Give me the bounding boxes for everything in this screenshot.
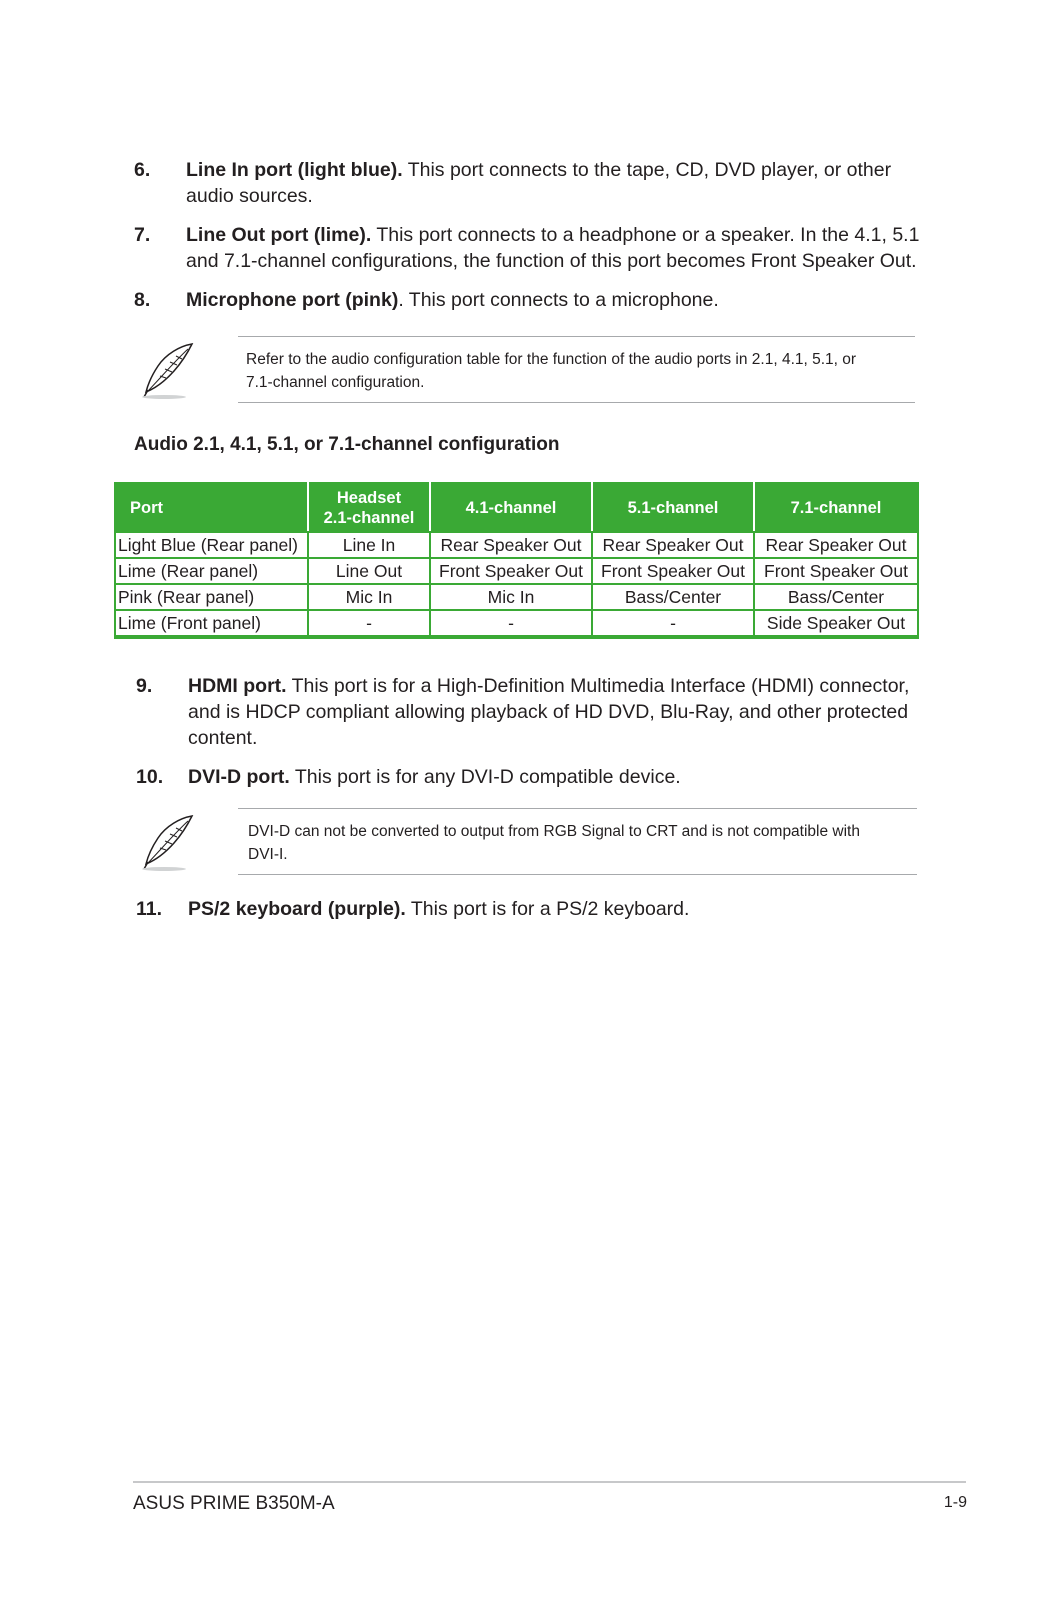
item-text: This port is for a High-Definition Multimedia Interface (HDMI) connector, — [286, 675, 910, 697]
note-line: 7.1-channel configuration. — [246, 374, 425, 391]
item-text: and is HDCP compliant allowing playback of HD DVD, Blu-Ray, and other protected — [188, 701, 909, 723]
table-cell: Line In — [308, 532, 430, 558]
audio-config-table — [114, 482, 919, 639]
note-line: DVI-I. — [248, 846, 288, 863]
table-cell: Rear Speaker Out — [592, 532, 754, 558]
note-box — [134, 336, 915, 404]
item-number: 6. — [134, 159, 151, 181]
list-item-10 — [136, 764, 936, 794]
table-cell: Front Speaker Out — [592, 558, 754, 584]
table-row — [115, 610, 918, 637]
table-cell: - — [430, 610, 592, 637]
table-cell: Rear Speaker Out — [430, 532, 592, 558]
table-cell: Front Speaker Out — [430, 558, 592, 584]
header-5-1-channel: 5.1-channel — [592, 483, 754, 532]
table-cell: Bass/Center — [592, 584, 754, 610]
footer-divider — [133, 1481, 966, 1483]
item-text: . This port connects to a microphone. — [398, 289, 719, 311]
note-box — [134, 808, 917, 876]
divider — [238, 402, 915, 403]
header-headset-line1: Headset — [336, 488, 402, 507]
table-cell: Front Speaker Out — [754, 558, 918, 584]
note-line: Refer to the audio configuration table for the function of the audio ports in 2.1, 4.1, 5.1, or — [246, 351, 857, 368]
item-title: Microphone port (pink) — [186, 289, 399, 311]
quill-note-icon — [136, 340, 200, 405]
item-text: This port connects to the tape, CD, DVD player, or other — [402, 159, 892, 181]
note-text — [248, 820, 918, 866]
table-cell: Bass/Center — [754, 584, 918, 610]
table-cell: Lime (Rear panel) — [115, 558, 308, 584]
list-item-7 — [134, 222, 934, 278]
table-header-row — [115, 483, 918, 532]
table-cell: - — [308, 610, 430, 637]
item-text: This port is for any DVI-D compatible device. — [289, 766, 681, 788]
header-7-1-channel: 7.1-channel — [754, 483, 918, 532]
divider — [238, 808, 917, 809]
footer-title: ASUS PRIME B350M-A — [133, 1493, 335, 1514]
table-cell: Lime (Front panel) — [115, 610, 308, 637]
item-number: 9. — [136, 675, 153, 697]
item-text: This port is for a PS/2 keyboard. — [405, 898, 690, 920]
header-headset-line2: 2.1-channel — [323, 508, 415, 527]
item-title: HDMI port. — [188, 675, 287, 697]
table-cell: Line Out — [308, 558, 430, 584]
item-title: Line Out port (lime). — [186, 224, 372, 246]
list-item-11 — [136, 896, 936, 926]
table-cell: Light Blue (Rear panel) — [115, 532, 308, 558]
list-item-9 — [136, 673, 936, 755]
item-number: 10. — [136, 766, 164, 788]
table-row — [115, 584, 918, 610]
item-text: audio sources. — [186, 185, 313, 207]
section-heading: Audio 2.1, 4.1, 5.1, or 7.1-channel configuration — [134, 434, 560, 455]
header-port: Port — [115, 483, 308, 532]
item-text: This port connects to a headphone or a speaker. In the 4.1, 5.1 — [371, 224, 920, 246]
table-cell: - — [592, 610, 754, 637]
note-text — [246, 348, 916, 394]
item-number: 11. — [136, 898, 163, 920]
item-title: Line In port (light blue). — [186, 159, 403, 181]
table-cell: Side Speaker Out — [754, 610, 918, 637]
table-cell: Rear Speaker Out — [754, 532, 918, 558]
item-number: 8. — [134, 289, 151, 311]
item-title: DVI-D port. — [188, 766, 290, 788]
header-headset — [308, 483, 430, 532]
list-item-8 — [134, 287, 934, 317]
header-4-1-channel: 4.1-channel — [430, 483, 592, 532]
quill-note-icon — [136, 812, 200, 877]
item-text: and 7.1-channel configurations, the function of this port becomes Front Speaker Out. — [186, 250, 917, 272]
item-number: 7. — [134, 224, 151, 246]
table-cell: Mic In — [308, 584, 430, 610]
divider — [238, 336, 915, 337]
page-number: 1-9 — [943, 1494, 967, 1511]
table-row — [115, 532, 918, 558]
divider — [238, 874, 917, 875]
table-row — [115, 558, 918, 584]
list-item-6 — [134, 157, 934, 213]
item-text: content. — [188, 727, 258, 749]
table-cell: Mic In — [430, 584, 592, 610]
table-cell: Pink (Rear panel) — [115, 584, 308, 610]
item-title: PS/2 keyboard (purple). — [188, 898, 406, 920]
note-line: DVI-D can not be converted to output from RGB Signal to CRT and is not compatible with — [248, 823, 860, 840]
